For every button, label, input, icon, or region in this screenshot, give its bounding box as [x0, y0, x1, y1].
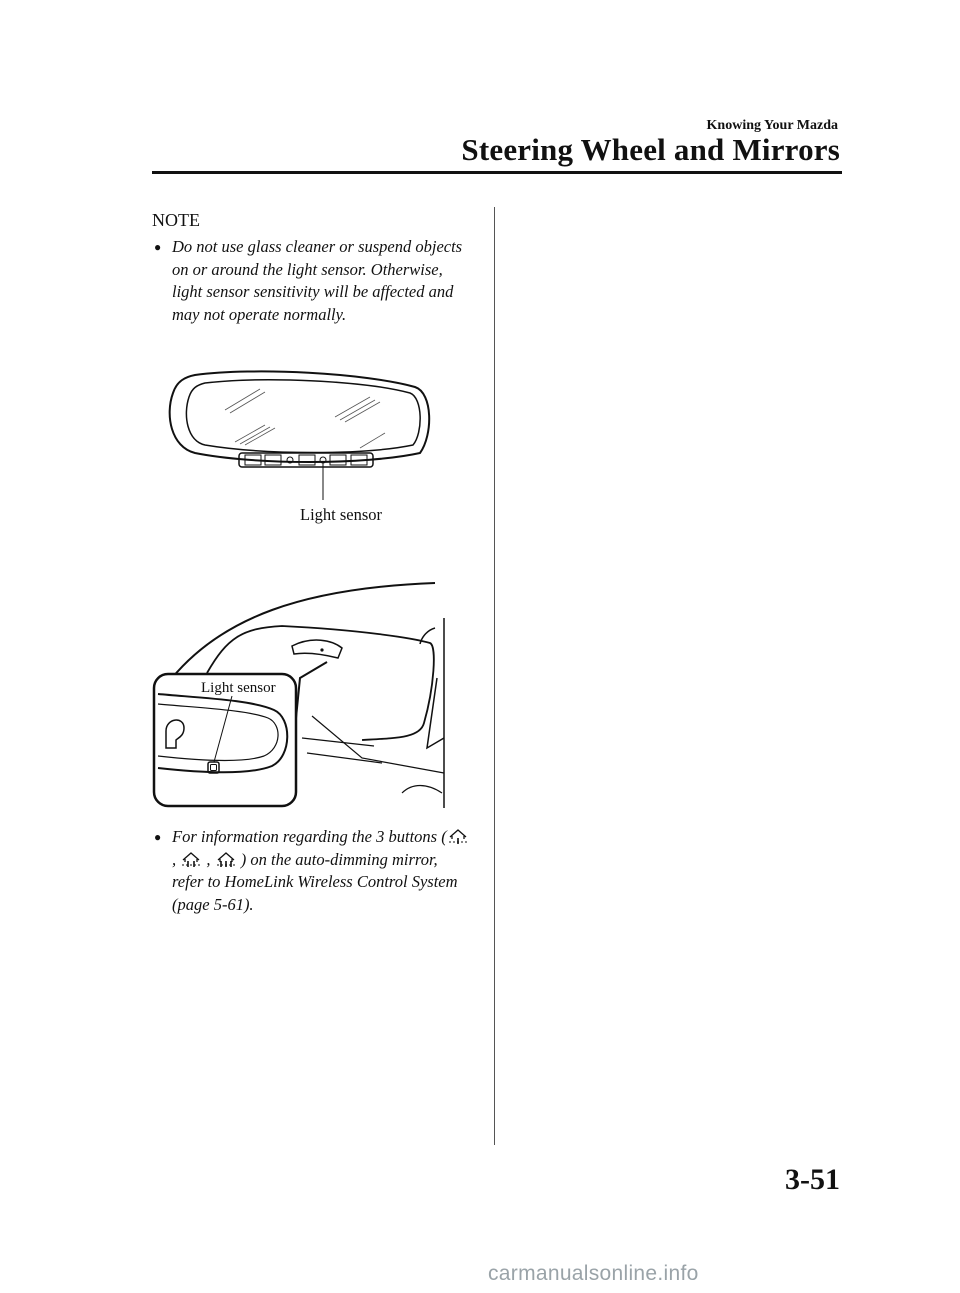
page-number: 3-51 [785, 1163, 840, 1196]
bullet-2-sep-1: , [172, 849, 181, 869]
bullet-2-sep-2: , [202, 849, 215, 869]
bullet-dot: ● [154, 830, 162, 844]
note-bullet-2 [154, 826, 472, 916]
bullet-2-prefix: For information regarding the 3 buttons ( [172, 827, 447, 846]
note-bullet-1-text: Do not use glass cleaner or suspend objects on or around the light sensor. Otherwise, light sensor sensitivity will be affected and may not operate normally. [172, 237, 463, 324]
mirror-light-sensor-label: Light sensor [300, 505, 383, 524]
watermark: carmanualsonline.info [488, 1262, 699, 1285]
windshield-light-sensor-label: Light sensor [201, 680, 276, 696]
homelink-button-2-icon [180, 851, 202, 869]
chapter-title: Steering Wheel and Mirrors [461, 132, 840, 167]
bullet-2-suffix: ) on the auto-dimming mirror, refer to HomeLink Wireless Control System (page 5-61). [172, 849, 458, 914]
column-divider [494, 207, 495, 1145]
bullet-dot: ● [154, 240, 162, 254]
section-label: Knowing Your Mazda [706, 118, 838, 133]
note-bullet-1 [154, 236, 472, 326]
note-heading: NOTE [152, 210, 200, 230]
header-rule [152, 171, 842, 174]
windshield-illustration [152, 578, 452, 808]
homelink-button-1-icon [447, 828, 469, 846]
note-bullet-2-text [154, 826, 472, 916]
rearview-mirror-illustration [165, 365, 435, 475]
homelink-button-3-icon [215, 851, 237, 869]
